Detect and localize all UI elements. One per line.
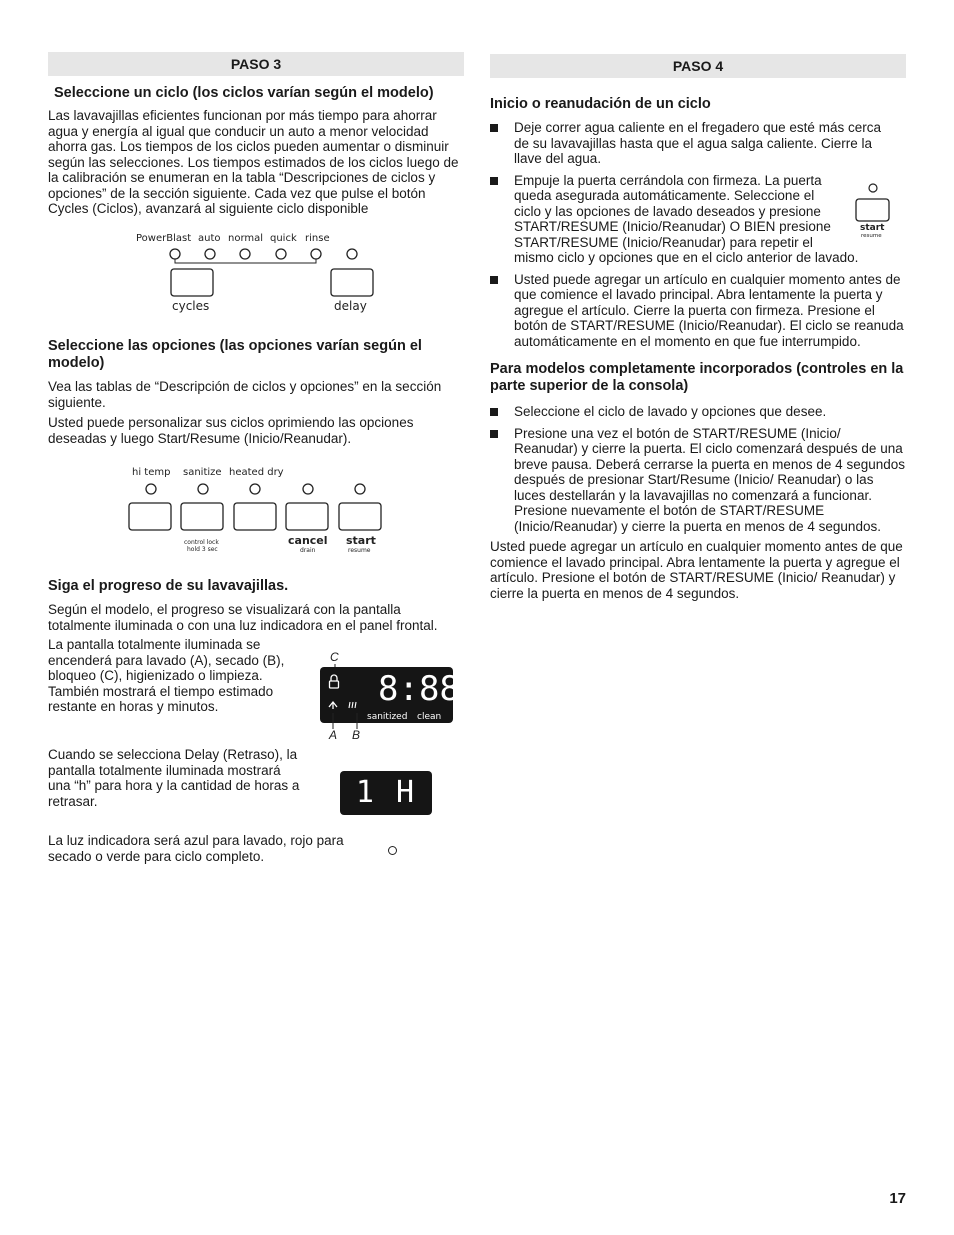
- led-auto: [205, 249, 215, 259]
- delay-label: delay: [334, 299, 367, 313]
- label-control-lock: control lock: [184, 539, 219, 546]
- step-4-header: PASO 4: [490, 54, 906, 78]
- display-digits: 8:88: [378, 669, 460, 709]
- cycles-button[interactable]: [171, 269, 213, 296]
- step-3-header: PASO 3: [48, 52, 464, 76]
- options-heading: Seleccione las opciones (las opciones varían según el modelo): [48, 338, 422, 371]
- led-sanitize: [198, 484, 208, 494]
- led-normal: [240, 249, 250, 259]
- label-normal: normal: [228, 233, 264, 244]
- label-drain: drain: [300, 547, 316, 554]
- page-number: 17: [889, 1190, 906, 1207]
- final-paragraph: Usted puede agregar un artículo en cualquier momento antes de que comience el lavado principal. Abra lentamente la puerta y agregue el artículo. Presione el botón de START/RESUME (Inicio/ Reanudar) y cierre la puerta en menos de 4 segundos.: [490, 539, 903, 601]
- label-heated-dry: heated dry: [229, 467, 284, 478]
- label-a: A: [329, 728, 338, 741]
- list-item: Deje correr agua caliente en el fregadero que esté más cerca de su lavavajillas hasta que el agua salga caliente. Cierre la llave del agua.: [490, 120, 906, 167]
- heated-dry-button[interactable]: [234, 503, 276, 530]
- sanitized-label: sanitized: [367, 712, 408, 722]
- builtin-heading: Para modelos completamente incorporados (controles en la parte superior de la consola): [490, 361, 904, 394]
- label-c: C: [330, 650, 339, 664]
- label-auto: auto: [198, 233, 221, 244]
- delay-paragraph: Cuando se selecciona Delay (Retraso), la pantalla totalmente iluminada mostrará una “h” para hora y la cantidad de horas a retrasar.: [48, 747, 300, 809]
- cancel-button[interactable]: [286, 503, 328, 530]
- led-hi-temp: [146, 484, 156, 494]
- led-rinse: [311, 249, 321, 259]
- start-button-diagram: [854, 182, 898, 240]
- start-led: [869, 184, 877, 192]
- start-text: start: [860, 223, 885, 233]
- progress-paragraph-2: La pantalla totalmente iluminada se encenderá para lavado (A), secado (B), bloqueo (C), higienizado o limpieza. También mostrará el tiempo estimado restante en horas y minutos.: [48, 637, 285, 714]
- options-paragraph-1: Vea las tablas de “Descripción de ciclos y opciones” en la sección siguiente.: [48, 379, 442, 410]
- label-start: start: [346, 534, 376, 547]
- cycle-panel-diagram: [128, 228, 388, 318]
- label-hold-3-sec: hold 3 sec: [187, 546, 218, 553]
- resume-text: resume: [861, 233, 882, 239]
- label-rinse: rinse: [305, 233, 330, 244]
- indicator-light: [388, 846, 397, 855]
- start-bullet-list: [490, 120, 906, 349]
- cycle-heading: Seleccione un ciclo (los ciclos varían según el modelo): [54, 85, 434, 101]
- label-quick: quick: [270, 233, 297, 244]
- full-display-diagram: [310, 649, 460, 741]
- list-item: Presione una vez el botón de START/RESUME (Inicio/ Reanudar) y cierre la puerta. El ciclo comenzará después de una breve pausa. Deberá cerrarse la puerta en menos de 4 segundos después de presionar Start/Resume (Inicio/ Reanudar) o las luces destellarán y la lavavajillas no comenzará a funcionar. Presione nuevamente el botón de START/RESUME (Inicio/Reanudar) y cierre la puerta en menos de 4 segundos.: [490, 426, 906, 535]
- cycles-label: cycles: [172, 299, 210, 313]
- start-button[interactable]: [339, 503, 381, 530]
- label-resume: resume: [348, 547, 371, 554]
- label-hi-temp: hi temp: [132, 467, 171, 478]
- start-heading: Inicio o reanudación de un ciclo: [490, 96, 711, 112]
- led-heated-dry: [250, 484, 260, 494]
- list-item: [490, 173, 906, 266]
- progress-paragraph-1: Según el modelo, el progreso se visualizará con la pantalla totalmente iluminada o con una luz indicadora en el panel frontal.: [48, 602, 438, 633]
- hi-temp-button[interactable]: [129, 503, 171, 530]
- delay-button[interactable]: [331, 269, 373, 296]
- list-item: Seleccione el ciclo de lavado y opciones que desee.: [490, 404, 906, 420]
- led-powerblast: [170, 249, 180, 259]
- led-quick: [276, 249, 286, 259]
- progress-heading: Siga el progreso de su lavavajillas.: [48, 578, 289, 594]
- start-bullet-text: Empuje la puerta cerrándola con firmeza. La puerta queda asegurada automáticamente. Seleccione el ciclo y las opciones de lavado deseados y presione START/RESUME (Inicio/Reanudar) O BIEN presione START/RESUME (Inicio/Reanudar) para repetir el mismo ciclo y opciones que en el ciclo anterior de lavado.: [514, 172, 859, 265]
- sanitize-button[interactable]: [181, 503, 223, 530]
- label-sanitize: sanitize: [183, 467, 222, 478]
- led-start: [355, 484, 365, 494]
- label-b: B: [352, 728, 361, 741]
- cycle-paragraph: Las lavavajillas eficientes funcionan por más tiempo para ahorrar agua y energía al igual que conducir un auto a menor velocidad ahorra gas. Los tiempos de los ciclos pueden aumentar o disminuir según las selecciones. Los tiempos estimados de los ciclos luego de la calibración se enumeran en la tabla “Descripciones de ciclos y opciones” de la sección siguiente. Cada vez que pulse el botón Cycles (Ciclos), avanzará al siguiente ciclo disponible: [48, 108, 459, 216]
- clean-label: clean: [417, 712, 442, 722]
- right-column: [490, 54, 906, 601]
- indicator-paragraph: La luz indicadora será azul para lavado, rojo para secado o verde para ciclo completo.: [48, 833, 344, 864]
- led-cancel: [303, 484, 313, 494]
- label-cancel: cancel: [288, 534, 328, 547]
- list-item: Usted puede agregar un artículo en cualquier momento antes de que comience el lavado principal. Abra lentamente la puerta y agregue el artículo. Cierre la puerta con firmeza. Presione el botón de START/RESUME (Inicio/Reanudar). El ciclo se reanuda automáticamente en el momento en que fue interrumpido.: [490, 272, 906, 350]
- led-delay: [347, 249, 357, 259]
- left-column: [48, 52, 464, 864]
- label-powerblast: PowerBlast: [136, 233, 192, 244]
- delay-display: 1 H: [340, 771, 432, 815]
- builtin-bullet-list: [490, 404, 906, 534]
- start-button-icon[interactable]: [856, 199, 889, 221]
- options-panel-diagram: [126, 462, 388, 557]
- options-paragraph-2: Usted puede personalizar sus ciclos oprimiendo las opciones deseadas y luego Start/Resume (Inicio/Reanudar).: [48, 415, 414, 446]
